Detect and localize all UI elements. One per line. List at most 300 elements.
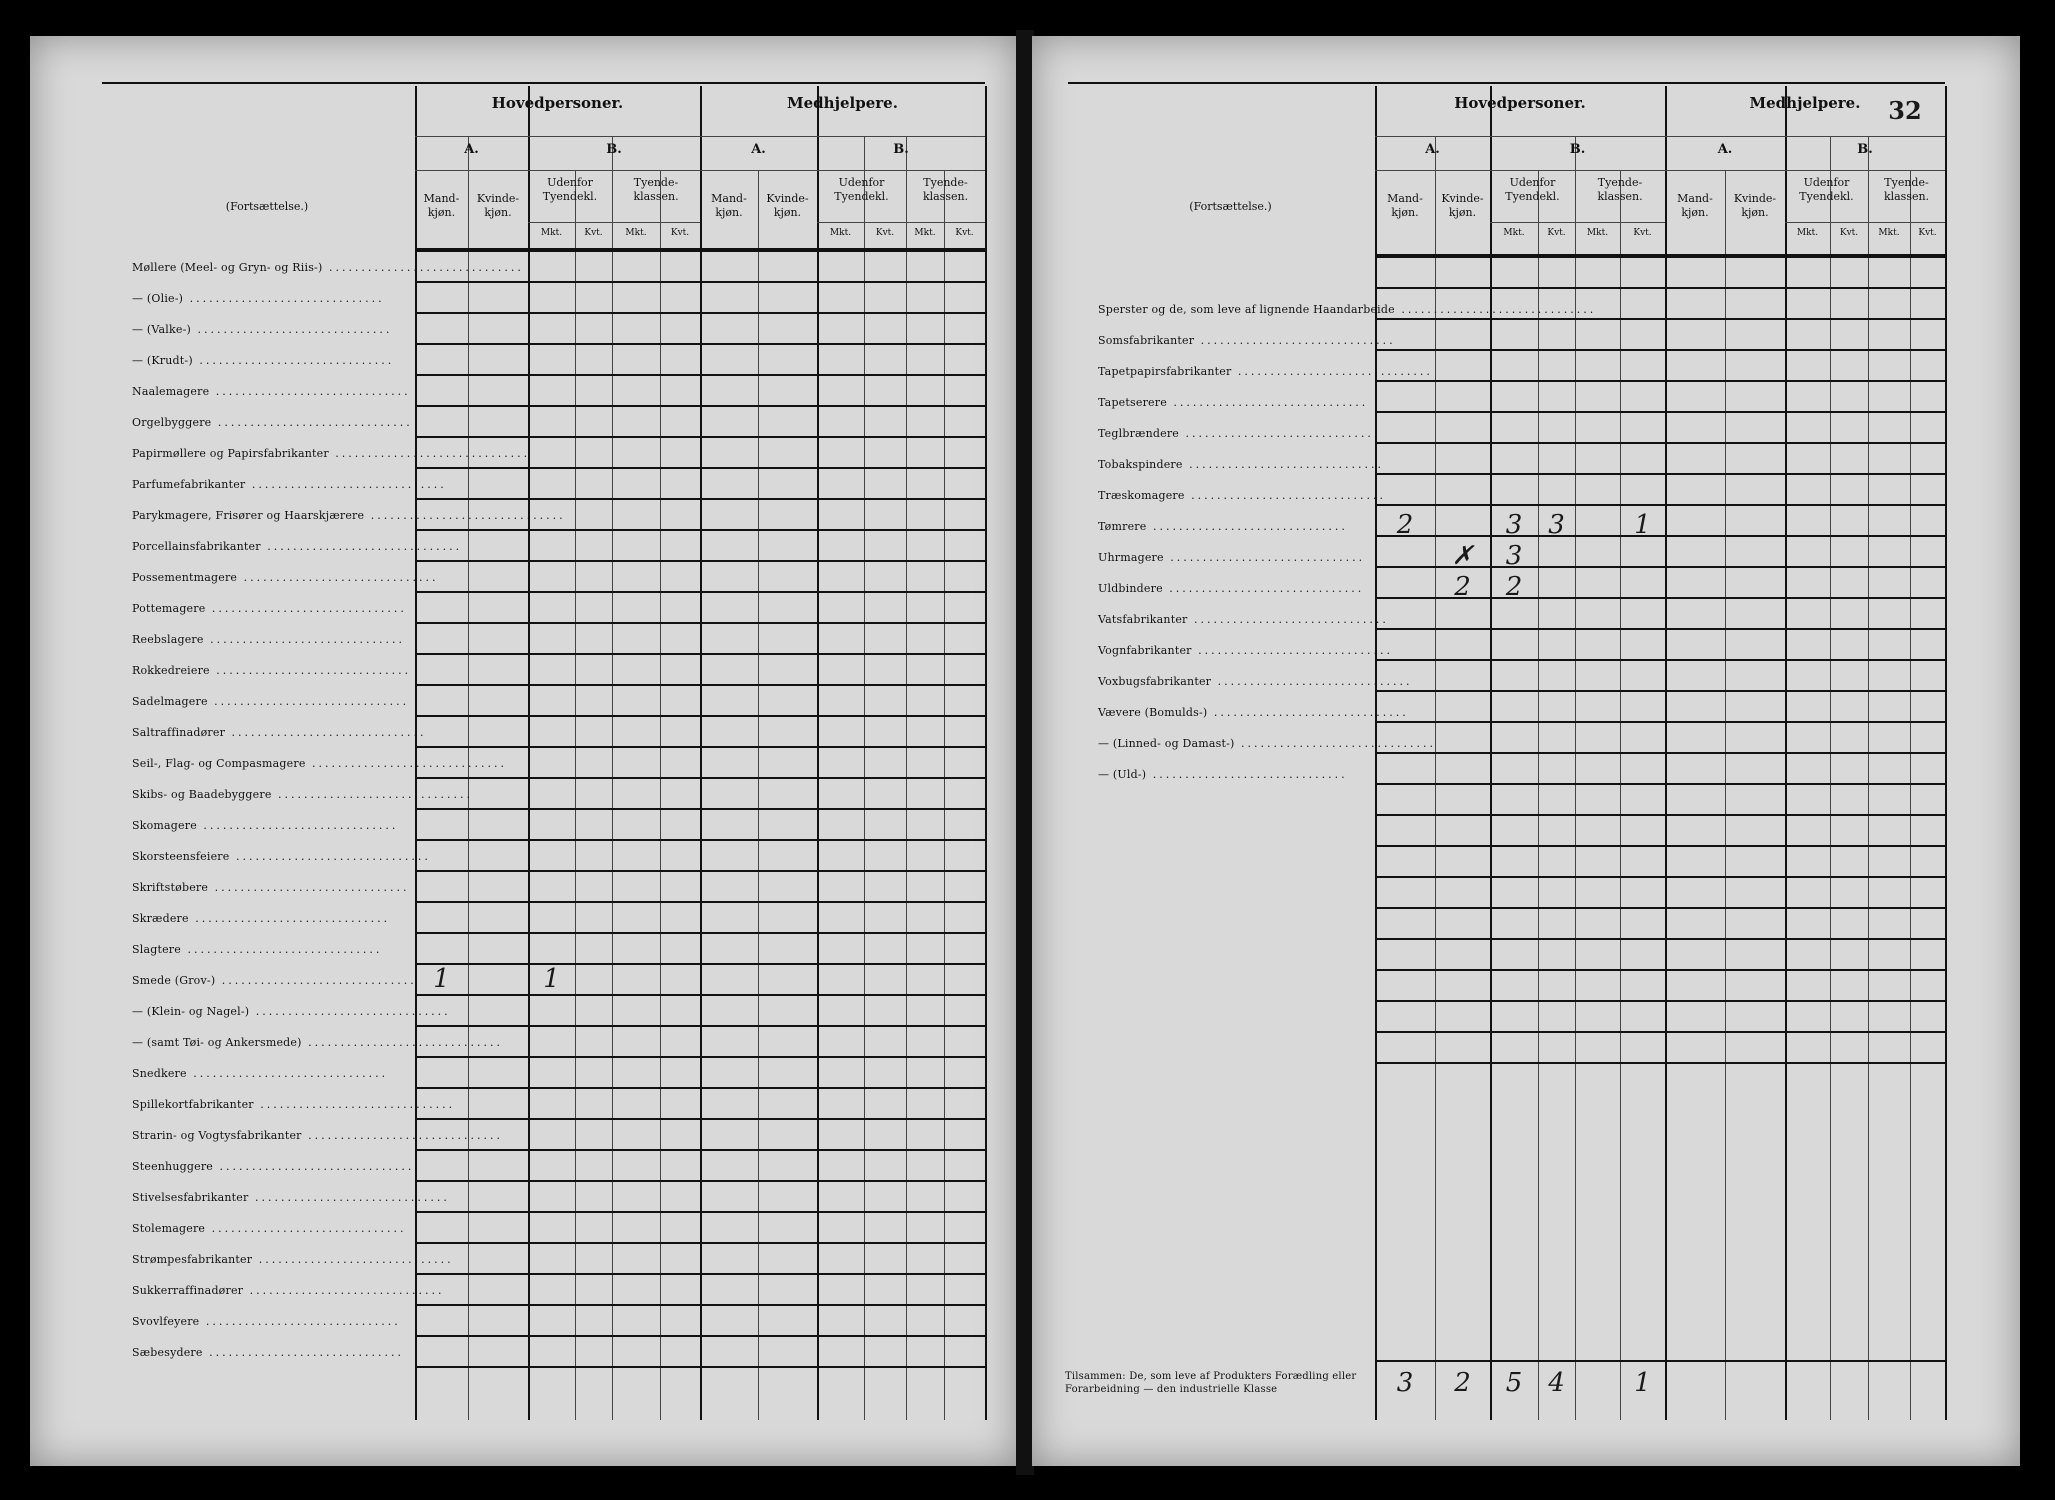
right-row-label-text: Uldbindere [1098, 582, 1163, 595]
leader-dots: .............................. [252, 1253, 454, 1266]
left-row-label-text: — (Valke-) [132, 323, 191, 336]
left-row-label [132, 447, 531, 460]
left-col-a2-heading: A. [751, 142, 766, 157]
left-row-label-text: Strarin- og Vogtysfabrikanter [132, 1129, 302, 1142]
right-handwritten-entry: ✗ [1451, 541, 1474, 571]
leader-dots: .............................. [1191, 644, 1394, 657]
left-row-rule [415, 1273, 985, 1275]
right-row-rule [1375, 907, 1945, 909]
right-row-label-text: Somsfabrikanter [1098, 334, 1195, 347]
right-col-line [1575, 136, 1576, 1420]
left-row-label [132, 1067, 402, 1080]
right-row-label-text: Voxbugsfabrikanter [1098, 675, 1212, 688]
leader-dots: .............................. [211, 416, 413, 429]
leader-dots: .............................. [1179, 427, 1381, 440]
leader-dots: .............................. [328, 447, 531, 460]
left-header-rule [415, 170, 985, 171]
leader-dots: .............................. [1194, 334, 1396, 347]
left-header-rule [817, 222, 985, 223]
left-row-rule [415, 1242, 985, 1244]
right-row-label [1098, 644, 1394, 657]
left-row-label-text: Sadelmagere [132, 695, 208, 708]
left-row-rule [415, 839, 985, 841]
leader-dots: .............................. [245, 478, 447, 491]
left-row-label-text: Papirmøllere og Papirsfabrikanter [132, 447, 329, 460]
leader-dots: .............................. [305, 757, 507, 770]
left-mand-heading: Mand- kjøn. [423, 192, 460, 219]
left-row-label [132, 1005, 451, 1018]
right-row-rule [1375, 411, 1945, 413]
left-row-label-text: — (samt Tøi- og Ankersmede) [132, 1036, 302, 1049]
right-col-line [1945, 86, 1947, 1420]
leader-dots: .............................. [1163, 551, 1366, 564]
left-row-label [132, 1160, 415, 1173]
right-row-label [1098, 675, 1413, 688]
leader-dots: .............................. [301, 1036, 504, 1049]
left-row-rule [415, 1025, 985, 1027]
right-row-rule [1375, 628, 1945, 630]
right-row-label-text: — (Linned- og Damast-) [1098, 737, 1235, 750]
leader-dots: .............................. [1231, 365, 1433, 378]
right-row-rule [1375, 287, 1945, 289]
leader-dots: .............................. [364, 509, 566, 522]
left-row-rule [415, 281, 985, 283]
left-row-label-text: — (Klein- og Nagel-) [132, 1005, 250, 1018]
leader-dots: .............................. [248, 1191, 450, 1204]
leader-dots: .............................. [1162, 582, 1365, 595]
left-row-label-text: Snedkere [132, 1067, 187, 1080]
left-row-label-text: Skriftstøbere [132, 881, 209, 894]
leader-dots: .............................. [1166, 396, 1369, 409]
leader-dots: .............................. [1146, 520, 1348, 533]
right-handwritten-entry: 3 [1548, 510, 1565, 540]
left-row-label-text: Skomagere [132, 819, 197, 832]
left-row-label [132, 912, 402, 925]
leader-dots: .............................. [271, 788, 473, 801]
total-value: 3 [1396, 1368, 1414, 1398]
left-row-label [132, 1253, 454, 1266]
left-col-line [985, 86, 987, 1420]
right-row-label [1098, 489, 1386, 502]
left-row-label [132, 664, 412, 677]
right-col-line [1830, 136, 1831, 1420]
left-row-label-text: Skrædere [132, 912, 189, 925]
left-row-rule [415, 1304, 985, 1306]
left-row-rule [415, 684, 985, 686]
left-row-rule [415, 343, 985, 345]
leader-dots: .............................. [188, 912, 391, 925]
right-row-rule [1375, 349, 1945, 351]
leader-dots: .............................. [322, 261, 524, 274]
leader-dots: .............................. [1146, 768, 1348, 781]
left-row-label [132, 385, 411, 398]
right-row-rule [1375, 938, 1945, 940]
left-row-label-text: Spillekortfabrikanter [132, 1098, 254, 1111]
right-kvt-heading: Kvt. [1547, 228, 1566, 238]
leader-dots: .............................. [1182, 458, 1384, 471]
right-row-rule [1375, 318, 1945, 320]
right-row-label-text: Vognfabrikanter [1098, 644, 1192, 657]
right-mkt-heading: Mkt. [1586, 228, 1609, 238]
left-row-rule [415, 1211, 985, 1213]
right-row-label-text: Teglbrændere [1098, 427, 1179, 440]
right-page [1032, 36, 2020, 1466]
leader-dots: .............................. [186, 1067, 389, 1080]
right-row-rule [1375, 969, 1945, 971]
left-mkt-heading: Mkt. [829, 228, 852, 238]
right-row-label-text: Uhrmagere [1098, 551, 1164, 564]
right-udenfor2-heading: Udenfor Tyendekl. [1799, 176, 1854, 203]
right-row-rule [1375, 442, 1945, 444]
right-kvt-heading: Kvt. [1633, 228, 1652, 238]
left-row-label-text: Parykmagere, Frisører og Haarskjærere [132, 509, 365, 522]
left-row-rule [415, 312, 985, 314]
right-row-label [1098, 303, 1597, 316]
left-mkt-heading: Mkt. [914, 228, 936, 238]
left-row-label [132, 354, 402, 367]
right-handwritten-entry: 3 [1505, 510, 1523, 540]
leader-dots: .............................. [207, 695, 410, 708]
right-row-label-text: Vatsfabrikanter [1098, 613, 1188, 626]
right-kvt-heading: Kvt. [1918, 228, 1937, 238]
left-row-label-text: Smede (Grov-) [132, 974, 216, 987]
right-row-label [1098, 706, 1409, 719]
left-tyende2-heading: Tyende- klassen. [922, 176, 969, 203]
left-row-label-text: Sæbesydere [132, 1346, 203, 1359]
right-row-label-text: — (Uld-) [1098, 768, 1147, 781]
leader-dots: .............................. [301, 1129, 504, 1142]
left-row-label [132, 757, 507, 770]
right-row-rule [1375, 752, 1945, 754]
left-col-line [700, 86, 702, 1420]
left-kvt-heading: Kvt. [955, 228, 974, 238]
right-medhjelpere-heading: Medhjelpere. [1749, 94, 1861, 112]
right-col-a-heading: A. [1425, 142, 1440, 157]
leader-dots: .............................. [202, 1346, 405, 1359]
right-row-rule [1375, 814, 1945, 816]
left-top-rule [102, 82, 985, 84]
left-col-a-heading: A. [464, 142, 479, 157]
right-header-rule [1785, 222, 1945, 223]
left-tyende-heading: Tyende- klassen. [633, 176, 679, 203]
leader-dots: .............................. [1234, 737, 1436, 750]
left-row-rule [415, 591, 985, 593]
right-row-rule [1375, 1062, 1945, 1064]
left-row-rule [415, 1056, 985, 1058]
left-row-label [132, 881, 410, 894]
left-row-label-text: Saltraffinadører [132, 726, 226, 739]
left-row-rule [415, 436, 985, 438]
left-row-label [132, 509, 566, 522]
left-handwritten-entry: 1 [543, 964, 560, 994]
left-row-label-text: Sukkerraffinadører [132, 1284, 244, 1297]
left-row-label [132, 974, 417, 987]
leader-dots: .............................. [253, 1098, 456, 1111]
left-row-label-text: Naalemagere [132, 385, 210, 398]
left-hovedpersoner-heading: Hovedpersoner. [491, 94, 624, 112]
total-value: 5 [1505, 1368, 1523, 1398]
left-row-label-text: Strømpesfabrikanter [132, 1253, 253, 1266]
left-col-b-heading: B. [606, 142, 622, 157]
left-row-rule [415, 715, 985, 717]
left-row-label [132, 478, 447, 491]
right-row-rule [1375, 845, 1945, 847]
left-kvinde-heading: Kvinde- kjøn. [476, 192, 520, 219]
left-kvinde2-heading: Kvinde- kjøn. [766, 192, 809, 219]
left-row-label-text: Reebslagere [132, 633, 204, 646]
right-header-rule [1375, 136, 1945, 137]
left-row-rule [415, 1180, 985, 1182]
left-row-label [132, 323, 402, 336]
left-row-rule [415, 560, 985, 562]
right-row-label-text: Tapetserere [1098, 396, 1167, 409]
right-kvinde2-heading: Kvinde- kjøn. [1733, 192, 1777, 219]
leader-dots: .............................. [203, 633, 405, 646]
left-row-label [132, 540, 463, 553]
left-medhjelpere-heading: Medhjelpere. [787, 94, 898, 112]
left-row-label [132, 1346, 405, 1359]
right-row-rule [1375, 659, 1945, 661]
right-col-line [1620, 170, 1621, 1420]
right-mand-heading: Mand- kjøn. [1387, 192, 1423, 219]
total-row-label: Tilsammen: De, som leve af Produkters Forædling eller Forarbeidning — den industrielle Klasse [1065, 1371, 1357, 1395]
right-header-rule [1490, 222, 1665, 223]
leader-dots: .............................. [249, 1005, 451, 1018]
left-row-rule [415, 963, 985, 965]
leader-dots: .............................. [199, 1315, 401, 1328]
left-row-label-text: Møllere (Meel- og Gryn- og Riis-) [132, 261, 323, 274]
left-col-line [944, 170, 945, 1420]
right-kvinde-heading: Kvinde- kjøn. [1441, 192, 1484, 219]
right-row-label [1098, 768, 1363, 781]
right-hovedpersoner-heading: Hovedpersoner. [1454, 94, 1586, 112]
left-row-rule [415, 250, 985, 252]
right-row-label-text: Tobakspindere [1098, 458, 1183, 471]
right-handwritten-entry: 2 [1454, 572, 1471, 602]
right-row-label [1098, 458, 1384, 471]
left-row-label [132, 633, 405, 646]
right-row-label-text: Tømrere [1098, 520, 1147, 533]
left-row-rule [415, 498, 985, 500]
left-row-label [132, 1098, 456, 1111]
left-row-label [132, 1036, 504, 1049]
right-col-line [1910, 170, 1911, 1420]
left-row-label-text: Porcellainsfabrikanter [132, 540, 261, 553]
right-row-label [1098, 334, 1396, 347]
leader-dots: .............................. [209, 664, 412, 677]
leader-dots: .............................. [196, 819, 399, 832]
left-row-label [132, 726, 427, 739]
left-row-label [132, 292, 402, 305]
left-row-label [132, 261, 524, 274]
left-row-rule [415, 1087, 985, 1089]
left-row-label-text: Possementmagere [132, 571, 238, 584]
right-row-label-text: Tapetpapirsfabrikanter [1098, 365, 1232, 378]
leader-dots: .............................. [229, 850, 431, 863]
left-row-label-text: — (Olie-) [132, 292, 184, 305]
left-row-label-text: Stolemagere [132, 1222, 206, 1235]
leader-dots: .............................. [208, 881, 410, 894]
right-row-label [1098, 551, 1366, 564]
right-mkt-heading: Mkt. [1796, 228, 1819, 238]
right-mand2-heading: Mand- kjøn. [1677, 192, 1713, 219]
left-row-label [132, 695, 410, 708]
left-udenfor2-heading: Udenfor Tyendekl. [834, 176, 889, 203]
right-udenfor-heading: Udenfor Tyendekl. [1505, 176, 1560, 203]
total-rule [1375, 1360, 1945, 1362]
left-col-line [575, 170, 576, 1420]
right-row-label [1098, 582, 1363, 595]
leader-dots: .............................. [1394, 303, 1597, 316]
left-row-rule [415, 653, 985, 655]
left-row-rule [415, 777, 985, 779]
left-row-label [132, 1191, 450, 1204]
left-row-rule [415, 622, 985, 624]
right-row-rule [1375, 876, 1945, 878]
left-row-label-text: Seil-, Flag- og Compasmagere [132, 757, 306, 770]
left-row-label [132, 416, 413, 429]
left-kvt-heading: Kvt. [670, 228, 690, 238]
right-row-label-text: Træskomagere [1098, 489, 1185, 502]
left-row-label [132, 571, 439, 584]
left-col-line [528, 86, 530, 1420]
leader-dots: .............................. [237, 571, 439, 584]
left-row-rule [415, 808, 985, 810]
left-row-rule [415, 932, 985, 934]
leader-dots: .............................. [243, 1284, 445, 1297]
right-mkt-heading: Mkt. [1878, 228, 1900, 238]
left-row-label [132, 850, 431, 863]
left-row-label [132, 943, 402, 956]
right-col-line [1725, 170, 1726, 1420]
left-row-label-text: Orgelbyggere [132, 416, 212, 429]
leader-dots: .............................. [260, 540, 463, 553]
left-row-rule [415, 1335, 985, 1337]
right-row-rule [1375, 1000, 1945, 1002]
left-row-label-text: Slagtere [132, 943, 181, 956]
leader-dots: .............................. [205, 602, 407, 615]
left-row-rule [415, 901, 985, 903]
left-col-line [660, 170, 661, 1420]
leader-dots: .............................. [1184, 489, 1386, 502]
right-row-rule [1375, 473, 1945, 475]
right-col-line [1538, 170, 1539, 1420]
left-row-rule [415, 374, 985, 376]
left-row-rule [415, 746, 985, 748]
leader-dots: .............................. [190, 323, 393, 336]
left-row-label-text: Skorsteensfeiere [132, 850, 230, 863]
left-row-label-text: Svovlfeyere [132, 1315, 200, 1328]
left-row-label [132, 788, 473, 801]
left-mand2-heading: Mand- kjøn. [711, 192, 747, 219]
left-col-line [817, 86, 819, 1420]
left-row-label [132, 1129, 504, 1142]
leader-dots: .............................. [1207, 706, 1409, 719]
left-col-line [415, 86, 417, 1420]
total-value: 4 [1548, 1368, 1565, 1398]
right-row-label [1098, 365, 1433, 378]
total-value: 2 [1454, 1368, 1471, 1398]
leader-dots: .............................. [1187, 613, 1389, 626]
right-row-label [1098, 613, 1389, 626]
left-row-rule [415, 1118, 985, 1120]
left-mkt-heading: Mkt. [625, 228, 647, 238]
right-col-a2-heading: A. [1717, 142, 1733, 157]
right-handwritten-entry: 1 [1634, 510, 1651, 540]
right-row-label [1098, 520, 1363, 533]
left-mkt-heading: Mkt. [540, 228, 563, 238]
leader-dots: .............................. [1211, 675, 1413, 688]
left-row-label-text: Stivelsesfabrikanter [132, 1191, 249, 1204]
left-fortsaettelse-label: (Fortsættelse.) [225, 200, 309, 213]
left-row-rule [415, 1366, 985, 1368]
right-mkt-heading: Mkt. [1503, 228, 1525, 238]
page-number: 32 [1888, 96, 1922, 125]
leader-dots: .............................. [205, 1222, 407, 1235]
right-row-rule [1375, 721, 1945, 723]
right-row-rule [1375, 690, 1945, 692]
left-udenfor-heading: Udenfor Tyendekl. [542, 176, 598, 203]
right-fortsaettelse-label: (Fortsættelse.) [1189, 200, 1272, 213]
right-col-b-heading: B. [1569, 142, 1586, 157]
right-col-line [1435, 136, 1436, 1420]
left-row-label [132, 1284, 445, 1297]
right-row-rule [1375, 783, 1945, 785]
left-row-rule [415, 870, 985, 872]
leader-dots: .............................. [192, 354, 395, 367]
leader-dots: .............................. [225, 726, 427, 739]
right-row-rule [1375, 1031, 1945, 1033]
leader-dots: .............................. [180, 943, 383, 956]
left-row-label-text: — (Krudt-) [132, 354, 193, 367]
right-row-label-text: Vævere (Bomulds-) [1098, 706, 1208, 719]
right-row-label [1098, 396, 1369, 409]
total-value: 1 [1634, 1368, 1651, 1398]
left-row-label-text: Parfumefabrikanter [132, 478, 246, 491]
right-row-rule [1375, 256, 1945, 258]
left-col-b2-heading: B. [893, 142, 909, 157]
left-row-label-text: Skibs- og Baadebyggere [132, 788, 272, 801]
left-row-label [132, 819, 402, 832]
left-row-label [132, 602, 407, 615]
right-row-label [1098, 737, 1436, 750]
right-handwritten-entry: 2 [1396, 510, 1414, 540]
left-col-line [758, 170, 759, 1420]
right-row-label [1098, 427, 1381, 440]
left-row-label [132, 1315, 402, 1328]
left-handwritten-entry: 1 [433, 964, 450, 994]
left-row-rule [415, 994, 985, 996]
right-handwritten-entry: 3 [1505, 541, 1523, 571]
right-header-rule [1375, 170, 1945, 171]
leader-dots: .............................. [183, 292, 385, 305]
left-kvt-heading: Kvt. [875, 228, 895, 238]
left-row-rule [415, 529, 985, 531]
right-top-rule [1068, 82, 1945, 84]
right-kvt-heading: Kvt. [1839, 228, 1859, 238]
right-tyende-heading: Tyende- klassen. [1597, 176, 1643, 203]
left-row-rule [415, 1149, 985, 1151]
left-header-rule [528, 222, 700, 223]
leader-dots: .............................. [209, 385, 411, 398]
leader-dots: .............................. [215, 974, 417, 987]
left-row-rule [415, 405, 985, 407]
left-kvt-heading: Kvt. [584, 228, 603, 238]
right-col-b2-heading: B. [1857, 142, 1873, 157]
left-row-label-text: Pottemagere [132, 602, 206, 615]
left-row-label [132, 1222, 407, 1235]
right-tyende2-heading: Tyende- klassen. [1883, 176, 1930, 203]
